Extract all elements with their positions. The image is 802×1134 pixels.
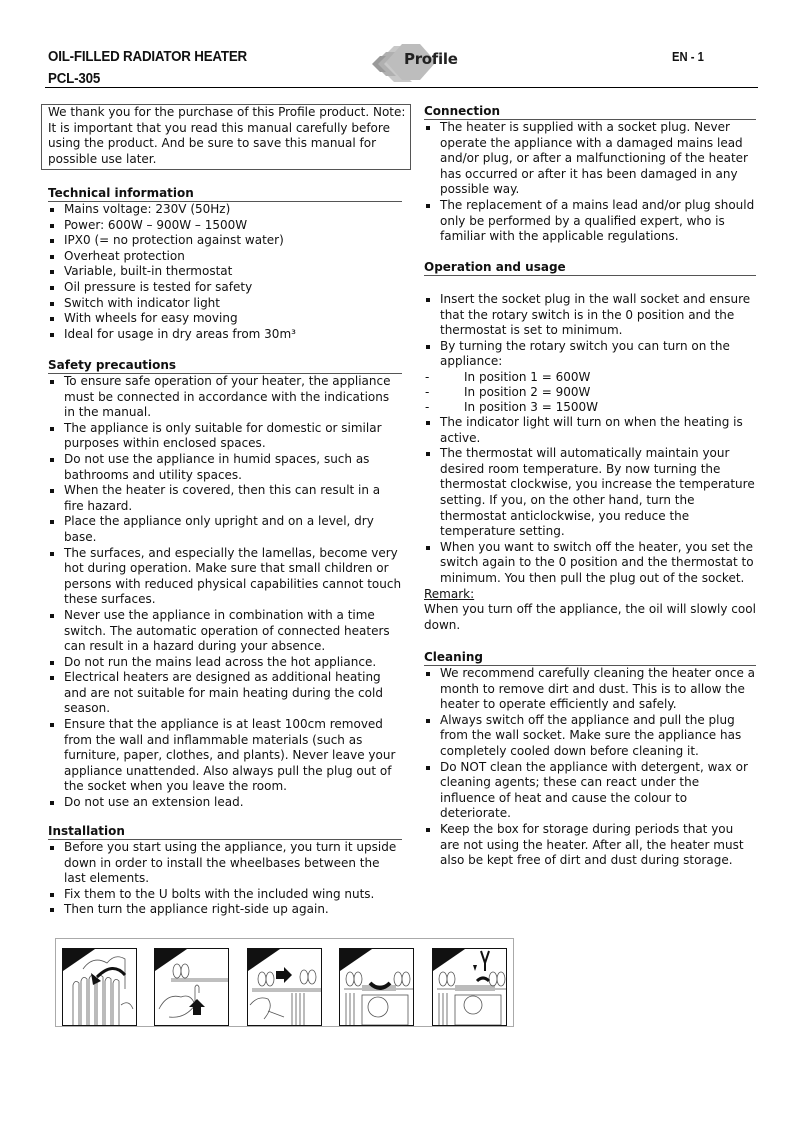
list-item: The thermostat will automatically maintain your desired room temperature. By now turning the thermostat clockwise, you increase the temperature setting. If you, on the other hand, turn the thermostat anticlockwise, you reduce the temperature setting. <box>424 446 756 540</box>
insert-u-bolt-icon <box>154 948 229 1026</box>
installation-illustrations <box>55 938 514 1027</box>
power-position-item: - In position 2 = 900W <box>424 385 756 400</box>
list-item: Mains voltage: 230V (50Hz) <box>48 202 402 218</box>
safety-list <box>48 374 402 811</box>
list-item: Place the appliance only upright and on a level, dry base. <box>48 514 402 545</box>
model-number: PCL-305 <box>48 71 101 87</box>
remark-text: When you turn off the appliance, the oil will slowly cool down. <box>424 602 756 632</box>
intro-box <box>41 104 411 170</box>
section-installation <box>48 824 402 918</box>
list-item: Oil pressure is tested for safety <box>48 280 402 296</box>
cleaning-list <box>424 666 756 869</box>
list-item: Do not use the appliance in humid spaces, such as bathrooms and utility spaces. <box>48 452 402 483</box>
list-item: Never use the appliance in combination with a time switch. The automatic operation of connected heaters can result in a hazard during your absence. <box>48 608 402 655</box>
list-item: Do not use an extension lead. <box>48 795 402 811</box>
product-name: OIL-FILLED RADIATOR HEATER <box>48 49 248 65</box>
operation-list <box>424 292 756 587</box>
section-title: Safety precautions <box>48 358 402 374</box>
list-item: Ensure that the appliance is at least 100cm removed from the wall and inflammable materials (such as furniture, paper, clothes, and plants). Never leave your appliance unattended. Also always pull the plug out of the socket when you leave the room. <box>48 717 402 795</box>
section-connection <box>424 104 756 245</box>
power-position-item: - In position 3 = 1500W <box>424 400 756 415</box>
list-item: When the heater is covered, then this can result in a fire hazard. <box>48 483 402 514</box>
list-item: The replacement of a mains lead and/or plug should only be performed by a qualified expert, who is familiar with the applicable regulations. <box>424 198 756 245</box>
list-item: Power: 600W – 900W – 1500W <box>48 218 402 234</box>
technical-list <box>48 202 402 342</box>
list-item: Do not run the mains lead across the hot appliance. <box>48 655 402 671</box>
list-item: The indicator light will turn on when the heating is active. <box>424 415 756 446</box>
list-item: The surfaces, and especially the lamellas, become very hot during operation. Make sure that small children or persons with reduced physical capabilities cannot touch these surfaces. <box>48 546 402 608</box>
list-item: Overheat protection <box>48 249 402 265</box>
list-item: Insert the socket plug in the wall socket and ensure that the rotary switch is in the 0 position and the thermostat is set to minimum. <box>424 292 756 339</box>
list-item: IPX0 (= no protection against water) <box>48 233 402 249</box>
brand-name: Profile <box>404 50 458 68</box>
list-item: Do NOT clean the appliance with detergent, wax or cleaning agents; these can react under the influence of heat and cause the colour to deteriorate. <box>424 760 756 822</box>
section-title: Technical information <box>48 186 402 202</box>
list-item: Fix them to the U bolts with the included wing nuts. <box>48 887 402 903</box>
list-item: Switch with indicator light <box>48 296 402 312</box>
list-item: Keep the box for storage during periods that you are not using the heater. After all, the heater must also be kept free of dirt and dust during storage. <box>424 822 756 869</box>
connection-list <box>424 120 756 245</box>
list-item: Variable, built-in thermostat <box>48 264 402 280</box>
tighten-with-pliers-icon <box>432 948 507 1026</box>
intro-text: We thank you for the purchase of this Profile product. Note: It is important that you read this manual carefully before using the product. And be sure to save this manual for possible use later. <box>48 105 406 166</box>
list-item: When you want to switch off the heater, you set the switch again to the 0 position and the thermostat to minimum. You then pull the plug out of the socket. <box>424 540 756 587</box>
section-title: Installation <box>48 824 402 840</box>
section-safety-precautions <box>48 358 402 811</box>
power-position-item: - In position 1 = 600W <box>424 370 756 385</box>
power-positions-list <box>424 370 756 415</box>
section-cleaning <box>424 650 756 869</box>
section-title: Cleaning <box>424 650 756 666</box>
list-item: We recommend carefully cleaning the heater once a month to remove dirt and dust. This is to allow the heater to operate efficiently and safely. <box>424 666 756 713</box>
slide-wheelbase-icon <box>247 948 322 1026</box>
section-technical-information <box>48 186 402 342</box>
list-item: The appliance is only suitable for domestic or similar purposes within enclosed spaces. <box>48 421 402 452</box>
section-operation-and-usage <box>424 260 756 633</box>
list-item: Electrical heaters are designed as additional heating and are not suitable for main heating during the cold season. <box>48 670 402 717</box>
list-item: With wheels for easy moving <box>48 311 402 327</box>
fasten-wing-nut-icon <box>339 948 414 1026</box>
installation-list <box>48 840 402 918</box>
document-title <box>48 46 247 90</box>
list-item: Ideal for usage in dry areas from 30m³ <box>48 327 402 343</box>
section-title: Operation and usage <box>424 260 756 276</box>
header-divider <box>45 87 758 88</box>
list-item: Before you start using the appliance, you turn it upside down in order to install the wheelbases between the last elements. <box>48 840 402 887</box>
section-title: Connection <box>424 104 756 120</box>
list-item: To ensure safe operation of your heater, the appliance must be connected in accordance with the indications in the manual. <box>48 374 402 421</box>
turn-upside-down-icon <box>62 948 137 1026</box>
list-item <box>424 339 756 415</box>
list-item: Then turn the appliance right-side up again. <box>48 902 402 918</box>
page-number: EN - 1 <box>672 50 704 64</box>
list-item: Always switch off the appliance and pull the plug from the wall socket. Make sure the appliance has completely cooled down before cleaning it. <box>424 713 756 760</box>
list-item: The heater is supplied with a socket plug. Never operate the appliance with a damaged mains lead and/or plug, or after a malfunctioning of the heater has occurred or after it has been damaged in any possible way. <box>424 120 756 198</box>
remark-label: Remark: <box>424 586 475 601</box>
list-item-text: By turning the rotary switch you can turn on the appliance: <box>440 338 730 369</box>
